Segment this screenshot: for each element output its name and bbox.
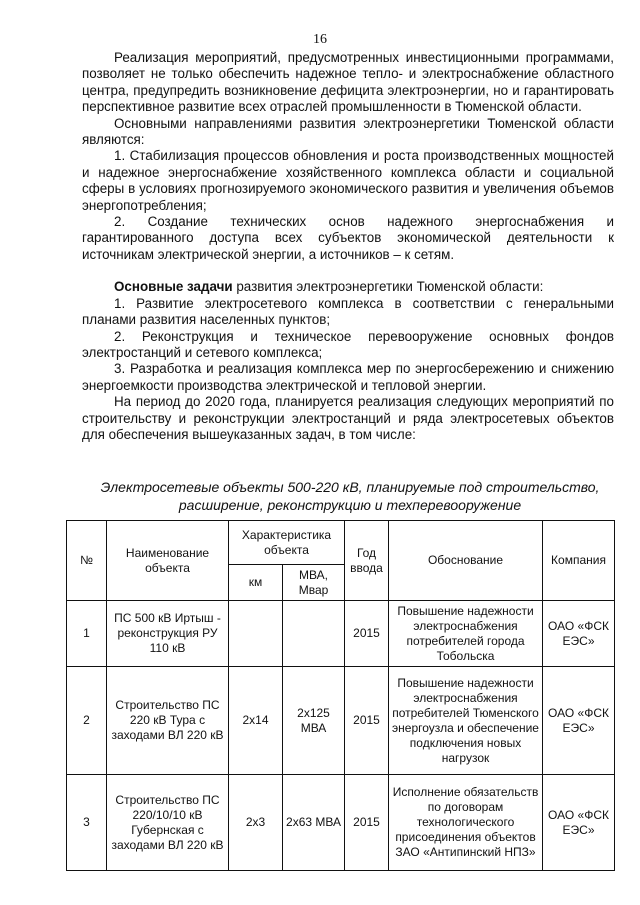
row-company: ОАО «ФСК ЕЭС» (543, 775, 615, 871)
paragraph-intro: Реализация мероприятий, предусмотренных инвестиционными программами, позволяет не только обеспечить надежное тепло- и электроснабжение областного центра, предупредить возникновение дефицита электроэнергии, но и гарантировать перспективное развитие всех отраслей промышленности в Тюменской области. (82, 50, 614, 115)
tasks-heading (82, 279, 614, 295)
page-number: 16 (313, 32, 327, 47)
body-text (82, 50, 614, 443)
row-year: 2015 (345, 667, 389, 775)
row-justification: Повышение надежности электроснабжения потребителей Тюменского энергоузла и обеспечение подключения новых нагрузок (389, 667, 543, 775)
paragraph-direction-2: 2. Создание технических основ надежного энергоснабжения и гарантированного доступа всех субъектов экономической деятельности к источникам электрической энергии, а источников – к сетям. (82, 214, 614, 262)
header-num: № (67, 521, 107, 601)
row-num: 1 (67, 601, 107, 667)
row-mva: 2х125 МВА (283, 667, 345, 775)
paragraph-directions-heading: Основными направлениями развития электроэнергетики Тюменской области являются: (82, 115, 614, 148)
tasks-heading-bold: Основные задачи (114, 279, 233, 295)
row-km: 2х14 (229, 667, 283, 775)
row-mva: 2х63 МВА (283, 775, 345, 871)
row-num: 2 (67, 667, 107, 775)
header-justification: Обоснование (389, 521, 543, 601)
paragraph-plan: На период до 2020 года, планируется реализация следующих мероприятий по строительству и реконструкции электростанций и ряда электросетевых объектов для обеспечения вышеуказанных задач, в том числе: (82, 394, 614, 442)
paragraph-direction-1: 1. Стабилизация процессов обновления и роста производственных мощностей и надежное энергоснабжение хозяйственного комплекса области и социальной сферы в условиях прогнозируемого экономического развития и увеличения объемов энергопотребления; (82, 148, 614, 213)
task-item-3: 3. Разработка и реализация комплекса мер по энергосбережению и снижению энергоемкости производства электрической и тепловой энергии. (82, 361, 614, 393)
table-caption-line-1: Электросетевые объекты 500-220 кВ, планируемые под строительство, (100, 479, 600, 495)
row-mva (283, 601, 345, 667)
row-justification: Повышение надежности электроснабжения потребителей города Тобольска (389, 601, 543, 667)
row-year: 2015 (345, 775, 389, 871)
row-km: 2х3 (229, 775, 283, 871)
table-caption (80, 478, 620, 514)
header-company: Компания (543, 521, 615, 601)
row-name: Строительство ПС 220 кВ Тура с заходами ВЛ 220 кВ (107, 667, 229, 775)
row-name: Строительство ПС 220/10/10 кВ Губернская с заходами ВЛ 220 кВ (107, 775, 229, 871)
header-km: км (229, 565, 283, 601)
tasks-heading-rest: развития электроэнергетики Тюменской области: (232, 279, 544, 295)
table-row (67, 775, 615, 871)
row-justification: Исполнение обязательств по договорам технологического присоединения объектов ЗАО «Антипинский НПЗ» (389, 775, 543, 871)
row-company: ОАО «ФСК ЕЭС» (543, 601, 615, 667)
row-num: 3 (67, 775, 107, 871)
task-item-1: 1. Развитие электросетевого комплекса в соответствии с генеральными планами развития населенных пунктов; (82, 295, 614, 328)
header-mva: МВА, Мвар (283, 565, 345, 601)
table-row (67, 667, 615, 775)
task-item-2: 2. Реконструкция и техническое перевооружение основных фондов электростанций и сетевого комплекса; (82, 328, 614, 360)
table-header-row (67, 521, 615, 565)
row-year: 2015 (345, 601, 389, 667)
table-row (67, 601, 615, 667)
header-year: Год ввода (345, 521, 389, 601)
header-characteristics: Характеристика объекта (229, 521, 345, 565)
row-name: ПС 500 кВ Иртыш - реконструкция РУ 110 кВ (107, 601, 229, 667)
table-caption-line-2: расширение, реконструкцию и техперевооружение (178, 497, 522, 513)
objects-table (66, 520, 615, 871)
row-company: ОАО «ФСК ЕЭС» (543, 667, 615, 775)
row-km (229, 601, 283, 667)
header-name: Наименование объекта (107, 521, 229, 601)
